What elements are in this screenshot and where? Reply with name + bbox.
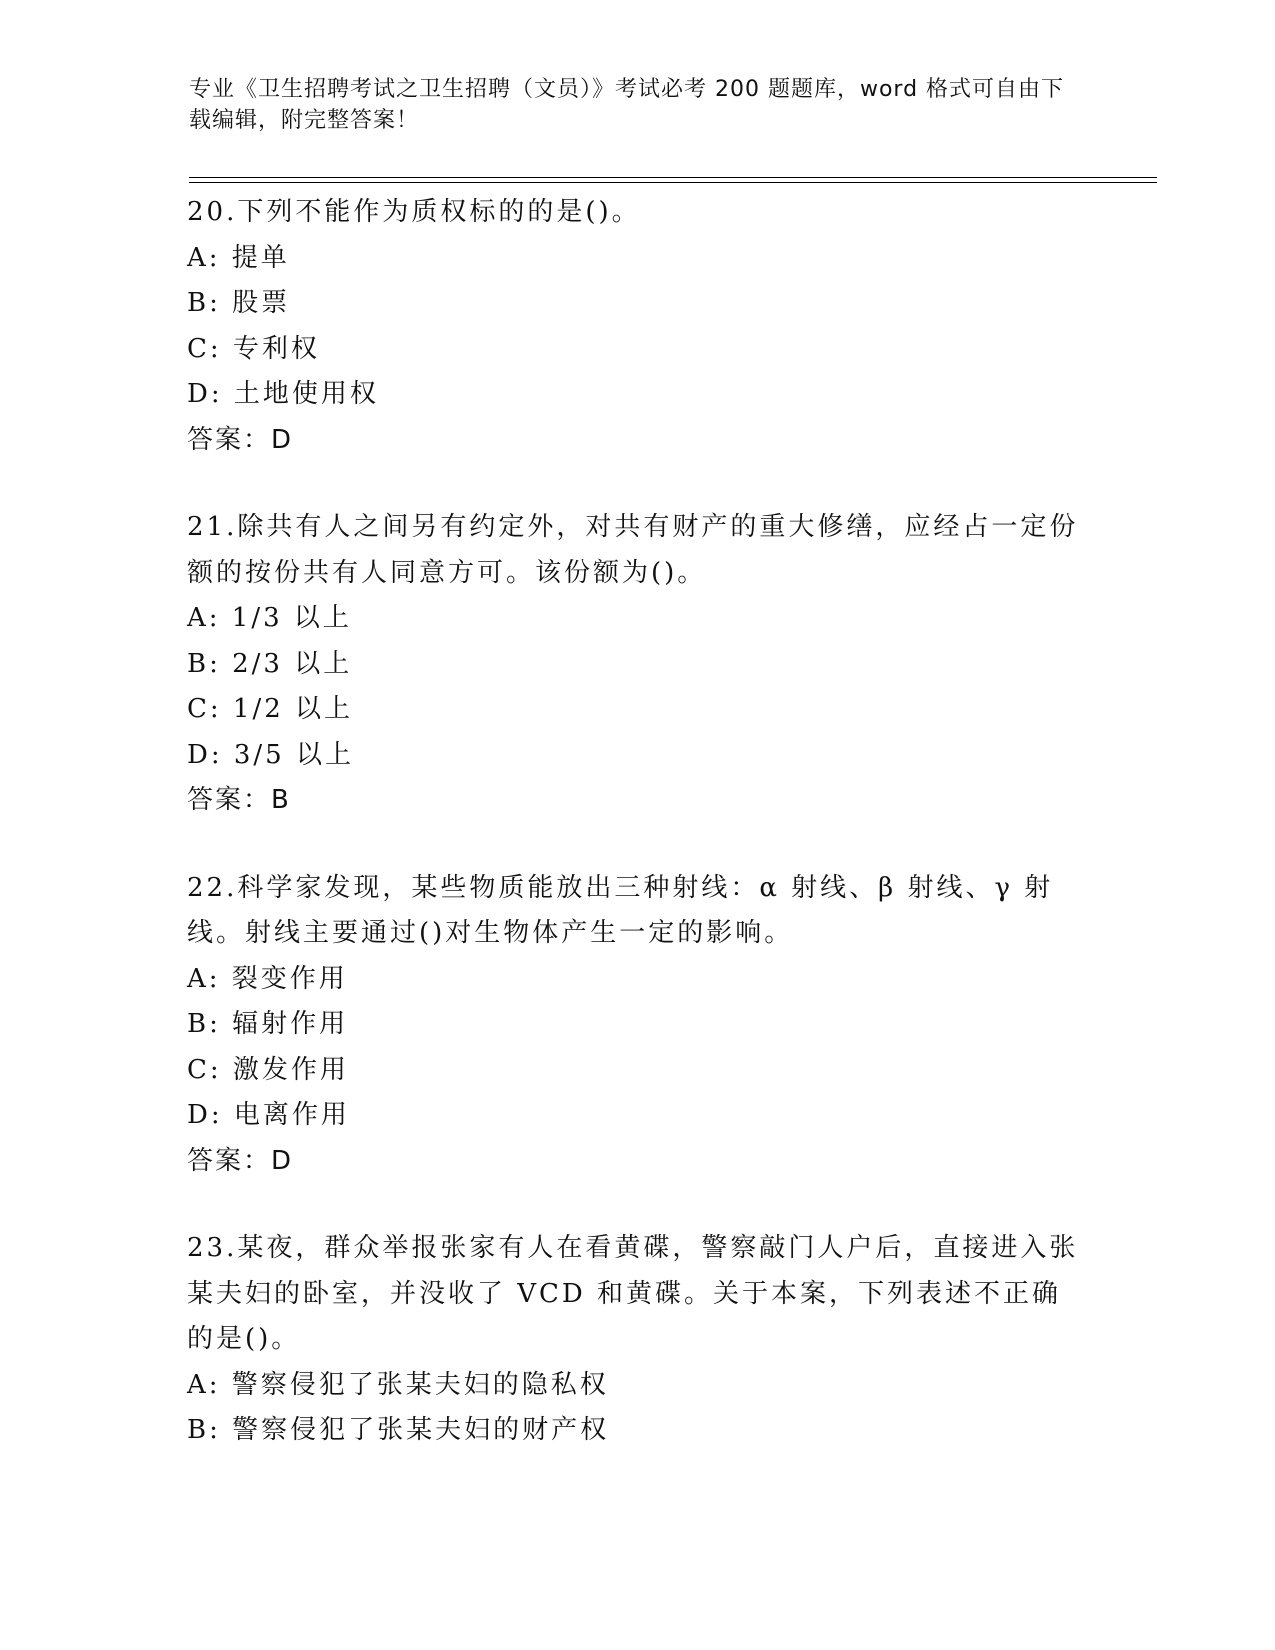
header-divider-top (189, 177, 1157, 178)
answer-line: 答案：D (187, 1145, 294, 1176)
option-c: C: 激发作用 (187, 1054, 349, 1085)
option-a: A: 提单 (187, 242, 290, 273)
document-header: 专业《卫生招聘考试之卫生招聘（文员）》考试必考 200 题题库，word 格式可自由下载编辑，附完整答案！ (189, 77, 1065, 133)
question-stem: 20.下列不能作为质权标的的是()。 (187, 197, 641, 227)
option-b: B: 2/3 以上 (187, 648, 353, 679)
question-stem: 22.科学家发现，某些物质能放出三种射线：α 射线、β 射线、γ 射线。射线主要通过()对生物体产生一定的影响。 (187, 872, 1054, 948)
option-d: D: 土地使用权 (187, 379, 379, 409)
option-d: D: 3/5 以上 (187, 739, 354, 770)
answer-line: 答案：B (187, 785, 291, 815)
option-c: C: 专利权 (187, 333, 320, 364)
option-b: B: 股票 (187, 288, 291, 318)
question-22 (187, 866, 1087, 1185)
option-a: A: 警察侵犯了张某夫妇的隐私权 (187, 1369, 609, 1400)
question-stem: 23.某夜，群众举报张家有人在看黄碟，警察敲门人户后，直接进入张某夫妇的卧室，并没收了 VCD 和黄碟。关于本案，下列表述不正确的是()。 (187, 1233, 1079, 1354)
option-c: C: 1/2 以上 (187, 694, 354, 724)
question-21 (187, 505, 1087, 824)
question-list (187, 190, 1087, 1496)
answer-line: 答案：D (187, 424, 294, 455)
option-d: D: 电离作用 (187, 1100, 350, 1130)
option-b: B: 辐射作用 (187, 1009, 349, 1039)
option-a: A: 1/3 以上 (187, 603, 352, 633)
question-20 (187, 190, 1087, 463)
question-stem: 21.除共有人之间另有约定外，对共有财产的重大修缮，应经占一定份额的按份共有人同意方可。该份额为()。 (187, 512, 1079, 588)
question-23 (187, 1226, 1087, 1454)
option-b: B: 警察侵犯了张某夫妇的财产权 (187, 1415, 610, 1445)
header-divider-bottom (189, 182, 1157, 183)
option-a: A: 裂变作用 (187, 963, 348, 994)
